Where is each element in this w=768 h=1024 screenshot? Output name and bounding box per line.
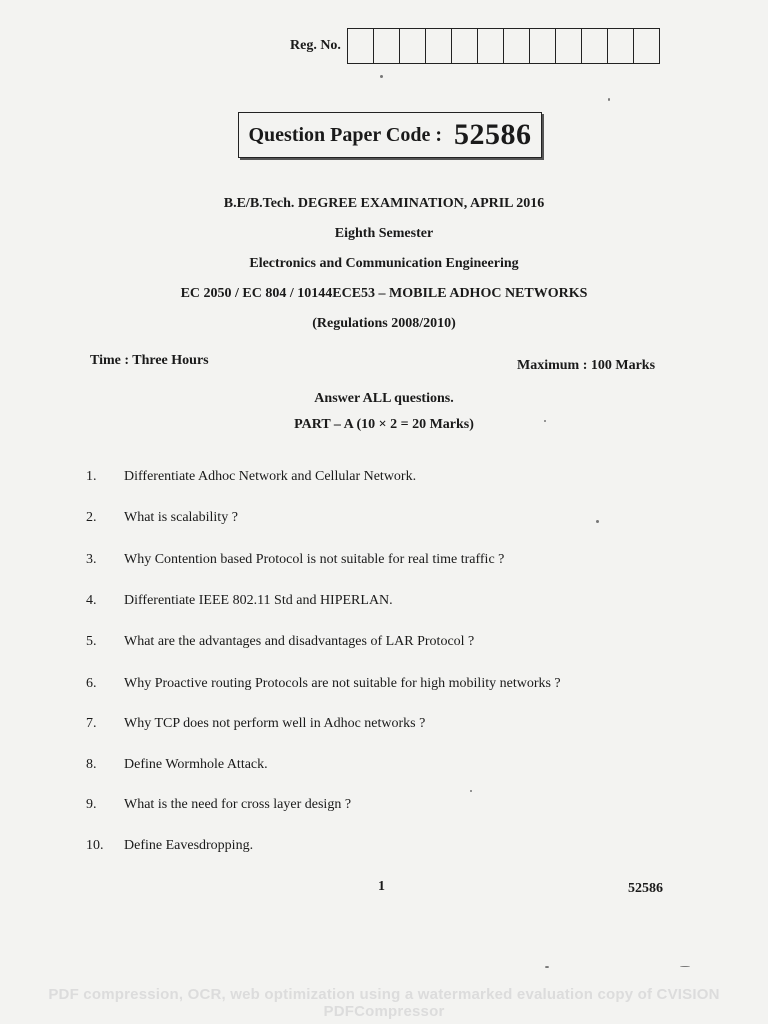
reg-no-digit-box: [634, 29, 659, 63]
time-allowed: Time : Three Hours: [90, 353, 209, 368]
scan-speck: [544, 420, 546, 422]
footer-paper-code: 52586: [628, 881, 663, 896]
question-number: 8.: [86, 757, 97, 772]
watermark: PDF compression, OCR, web optimization using a watermarked evaluation copy of CVISION PDFCompressor: [48, 986, 720, 1020]
question-text: What is the need for cross layer design ?: [124, 797, 352, 812]
reg-no-digit-box: [478, 29, 504, 63]
question-number: 2.: [86, 510, 97, 525]
department: Electronics and Communication Engineering: [249, 256, 519, 271]
question-number: 3.: [86, 552, 97, 567]
question-text: What are the advantages and disadvantages of LAR Protocol ?: [124, 634, 475, 649]
question-paper-code-box: [238, 112, 542, 158]
scan-speck: [596, 520, 599, 523]
question-number: 1.: [86, 469, 97, 484]
answer-all-instruction: Answer ALL questions.: [314, 391, 454, 406]
question-text: Define Eavesdropping.: [124, 838, 254, 853]
subject-title: EC 2050 / EC 804 / 10144ECE53 – MOBILE ADHOC NETWORKS: [180, 286, 588, 301]
part-a-heading: PART – A (10 × 2 = 20 Marks): [294, 417, 474, 432]
question-number: 4.: [86, 593, 97, 608]
question-number: 10.: [86, 838, 104, 853]
reg-no-field: [290, 28, 660, 64]
question-number: 5.: [86, 634, 97, 649]
reg-no-boxes: [347, 28, 660, 64]
question-number: 7.: [86, 716, 97, 731]
scan-speck: [680, 966, 690, 967]
question-text: Why Contention based Protocol is not suitable for real time traffic ?: [124, 552, 505, 567]
question-paper-code-label: Question Paper Code :: [248, 123, 442, 146]
scan-speck: [380, 75, 383, 78]
reg-no-digit-box: [582, 29, 608, 63]
question-number: 9.: [86, 797, 97, 812]
question-text: Why Proactive routing Protocols are not suitable for high mobility networks ?: [124, 676, 561, 691]
question-text: Define Wormhole Attack.: [124, 757, 268, 772]
reg-no-digit-box: [400, 29, 426, 63]
scan-speck: [608, 98, 610, 101]
reg-no-digit-box: [608, 29, 634, 63]
question-text: What is scalability ?: [124, 510, 238, 525]
exam-title: B.E/B.Tech. DEGREE EXAMINATION, APRIL 2016: [223, 196, 545, 211]
regulations: (Regulations 2008/2010): [312, 316, 456, 331]
reg-no-digit-box: [504, 29, 530, 63]
scan-speck: [470, 790, 472, 792]
reg-no-digit-box: [426, 29, 452, 63]
semester: Eighth Semester: [334, 226, 434, 241]
reg-no-digit-box: [452, 29, 478, 63]
reg-no-digit-box: [530, 29, 556, 63]
question-text: Differentiate IEEE 802.11 Std and HIPERLAN.: [124, 593, 393, 608]
reg-no-digit-box: [556, 29, 582, 63]
question-paper-code-value: 52586: [454, 118, 532, 151]
reg-no-digit-box: [348, 29, 374, 63]
reg-no-label: Reg. No.: [290, 38, 341, 53]
scan-speck: [545, 966, 549, 968]
reg-no-digit-box: [374, 29, 400, 63]
question-text: Why TCP does not perform well in Adhoc networks ?: [124, 716, 426, 731]
question-text: Differentiate Adhoc Network and Cellular Network.: [124, 469, 417, 484]
maximum-marks: Maximum : 100 Marks: [517, 358, 656, 373]
page-number: 1: [378, 879, 385, 894]
question-number: 6.: [86, 676, 97, 691]
